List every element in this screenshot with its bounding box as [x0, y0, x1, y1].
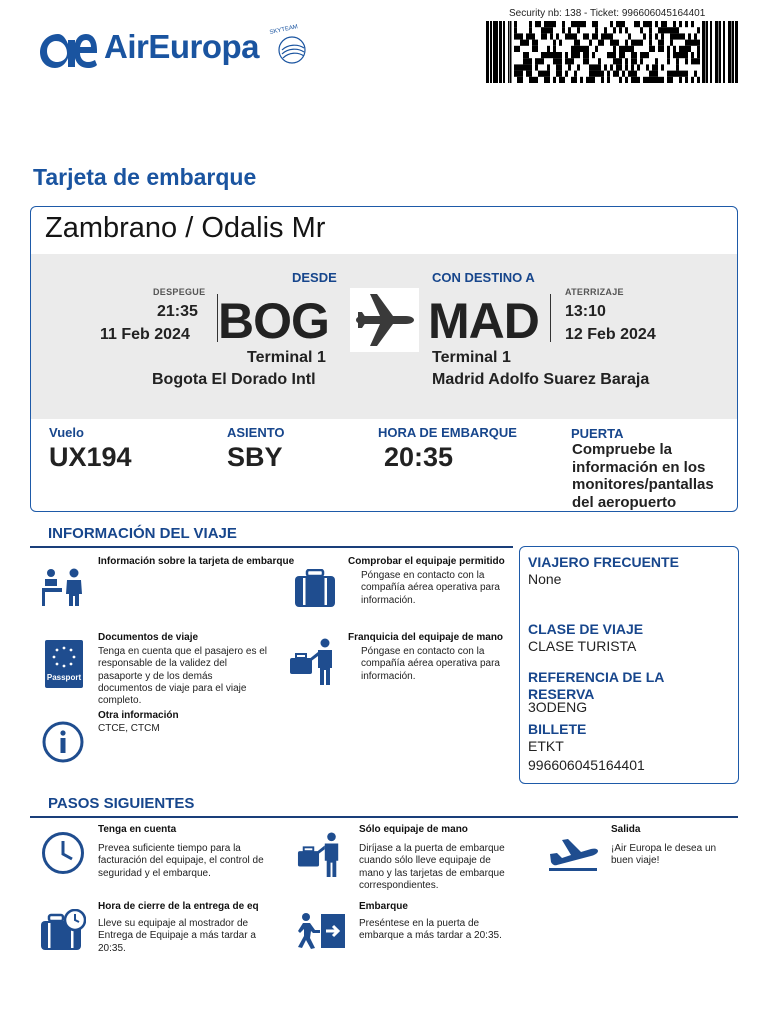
brand-name: AirEuropa	[104, 28, 260, 65]
air-europa-logo-icon	[38, 26, 98, 72]
ticket-number: 996606045164401	[528, 757, 645, 773]
frequent-flyer-label: VIAJERO FRECUENTE	[528, 554, 679, 570]
seat-label: ASIENTO	[227, 425, 285, 440]
security-ticket-text: Security nb: 138 - Ticket: 996606045164401	[509, 8, 706, 19]
booking-ref-label: REFERENCIA DE LA RESERVA	[528, 669, 664, 702]
boarding-gate-icon	[297, 912, 347, 950]
travel-class-label: CLASE DE VIAJE	[528, 621, 644, 637]
airplane-icon	[350, 288, 419, 352]
trip-info-title: INFORMACIÓN DEL VIAJE	[48, 525, 237, 542]
to-label: CON DESTINO A	[432, 270, 535, 285]
step-text: Lleve su equipaje al mostrador de Entrega de Equipaje a más tardar a 20:35.	[98, 918, 256, 954]
next-steps-title: PASOS SIGUIENTES	[48, 795, 195, 812]
departure-time: 21:35	[157, 303, 198, 320]
info-item-title: Comprobar el equipaje permitido	[348, 556, 505, 567]
info-icon	[42, 721, 84, 763]
page-title: Tarjeta de embarque	[33, 164, 257, 190]
step-title: Sólo equipaje de mano	[359, 824, 468, 835]
baggage-clock-icon	[40, 909, 86, 951]
ticket-type: ETKT	[528, 738, 564, 754]
hand-luggage-only-icon	[296, 832, 344, 878]
skyteam-text: SKYTEAM	[269, 24, 299, 36]
travel-class-value: CLASE TURISTA	[528, 638, 637, 654]
arrival-label: ATERRIZAJE	[565, 287, 624, 297]
section-rule	[30, 546, 513, 548]
flight-number: UX194	[49, 442, 132, 472]
departure-date: 11 Feb 2024	[100, 326, 190, 343]
step-title: Tenga en cuenta	[98, 824, 177, 835]
info-item-text: CTCE, CTCM	[98, 723, 160, 734]
origin-airport: Bogota El Dorado Intl	[152, 371, 316, 388]
step-text: Prevea suficiente tiempo para la facturación del equipaje, el control de seguridad y el embarque.	[98, 843, 264, 879]
arrival-time: 13:10	[565, 303, 606, 320]
step-title: Salida	[611, 824, 641, 835]
origin-code: BOG	[218, 293, 329, 349]
boarding-time-label: HORA DE EMBARQUE	[378, 425, 517, 440]
step-text: Diríjase a la puerta de embarque cuando sólo lleve equipaje de mano y las tarjetas de embarque correspondientes.	[359, 843, 505, 891]
info-item-title: Información sobre la tarjeta de embarque	[98, 556, 295, 567]
boarding-time: 20:35	[384, 442, 454, 472]
info-item-title: Otra información	[98, 710, 179, 721]
destination-code: MAD	[428, 293, 539, 349]
destination-airport: Madrid Adolfo Suarez Baraja	[432, 371, 650, 388]
step-text: ¡Air Europa le desea un buen viaje!	[611, 843, 717, 867]
arrival-date: 12 Feb 2024	[565, 326, 656, 343]
skyteam-logo-icon	[262, 24, 314, 74]
origin-terminal: Terminal 1	[247, 349, 326, 366]
hand-luggage-icon	[288, 638, 338, 686]
luggage-icon	[294, 569, 336, 609]
check-in-counter-icon	[40, 568, 86, 608]
from-label: DESDE	[292, 270, 337, 285]
info-item-text: Tenga en cuenta que el pasajero es el responsable de la validez del pasaporte y de los demás documentos de viaje para el viaje completo.	[98, 646, 268, 707]
passport-icon	[45, 640, 83, 688]
clock-icon	[41, 831, 85, 875]
seat-value: SBY	[227, 442, 283, 472]
flight-label: Vuelo	[49, 425, 84, 440]
passenger-name: Zambrano / Odalis Mr	[45, 212, 326, 244]
step-title: Hora de cierre de la entrega de eq	[98, 901, 259, 912]
booking-ref-value: 3ODENG	[528, 699, 588, 715]
gate-info: Compruebe la información en los monitores/pantallas del aeropuerto	[572, 441, 714, 511]
destination-terminal: Terminal 1	[432, 349, 511, 366]
ticket-label: BILLETE	[528, 721, 587, 737]
passport-text: Passport	[46, 673, 82, 682]
info-item-text: Póngase en contacto con la compañía aérea operativa para información.	[361, 646, 500, 682]
plane-box	[350, 288, 419, 352]
departure-label: DESPEGUE	[153, 287, 206, 297]
divider	[550, 294, 551, 342]
gate-label: PUERTA	[571, 426, 624, 441]
info-item-text: Póngase en contacto con la compañía aérea operativa para información.	[361, 570, 500, 606]
info-item-title: Franquicia del equipaje de mano	[348, 632, 504, 643]
departure-plane-icon	[547, 835, 599, 871]
pdf417-barcode	[486, 21, 738, 83]
step-text: Preséntese en la puerta de embarque a más tardar a 20:35.	[359, 918, 502, 942]
info-item-title: Documentos de viaje	[98, 632, 199, 643]
section-rule	[30, 816, 738, 818]
step-title: Embarque	[359, 901, 408, 912]
frequent-flyer-value: None	[528, 571, 562, 587]
